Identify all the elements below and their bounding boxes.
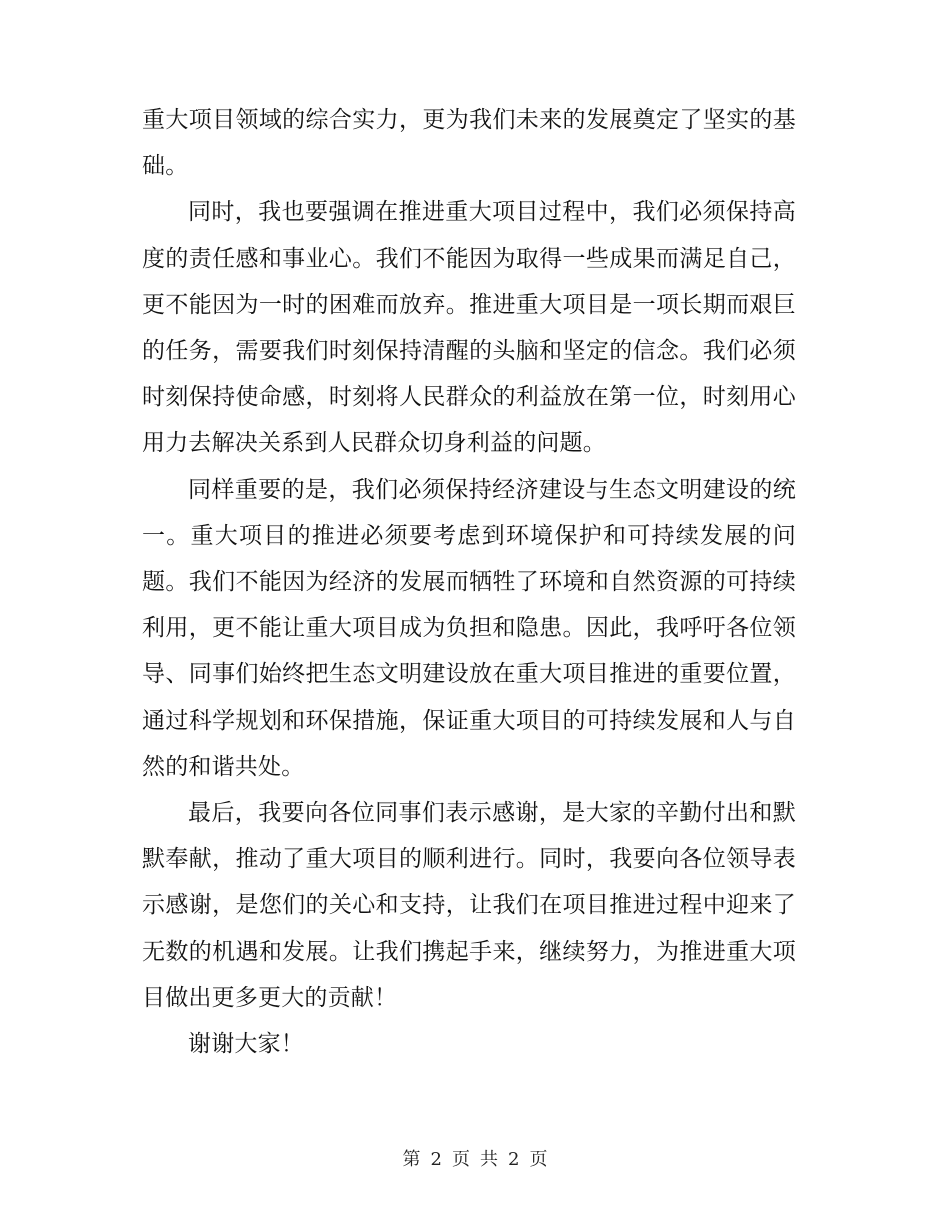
page-label-prefix: 第	[402, 1149, 421, 1170]
total-label-prefix: 共	[480, 1149, 498, 1170]
current-page-number: 2	[430, 1149, 442, 1170]
total-label-unit: 页	[529, 1149, 548, 1170]
total-page-number: 2	[508, 1149, 520, 1170]
paragraph-1: 重大项目领域的综合实力，更为我们未来的发展奠定了坚实的基础。	[142, 107, 796, 180]
page-label-unit: 页	[452, 1149, 470, 1170]
document-body	[142, 97, 796, 1067]
paragraph-5: 谢谢大家！	[188, 1031, 304, 1058]
paragraph-4: 最后，我要向各位同事们表示感谢，是大家的辛勤付出和默默奉献，推动了重大项目的顺利进行。同时，我要向各位领导表示感谢，是您们的关心和支持，让我们在项目推进过程中迎来了无数的机遇和发展。让我们携起手来，继续努力，为推进重大项目做出更多更大的贡献！	[142, 800, 796, 1011]
page-footer	[0, 1148, 950, 1172]
paragraph-3: 同样重要的是，我们必须保持经济建设与生态文明建设的统一。重大项目的推进必须要考虑到环境保护和可持续发展的问题。我们不能因为经济的发展而牺牲了环境和自然资源的可持续利用，更不能让重大项目成为负担和隐患。因此，我呼吁各位领导、同事们始终把生态文明建设放在重大项目推进的重要位置，通过科学规划和环保措施，保证重大项目的可持续发展和人与自然的和谐共处。	[142, 476, 796, 780]
paragraph-2: 同时，我也要强调在推进重大项目过程中，我们必须保持高度的责任感和事业心。我们不能因为取得一些成果而满足自己，更不能因为一时的困难而放弃。推进重大项目是一项长期而艰巨的任务，需要我们时刻保持清醒的头脑和坚定的信念。我们必须时刻保持使命感，时刻将人民群众的利益放在第一位，时刻用心用力去解决关系到人民群众切身利益的问题。	[142, 199, 796, 457]
